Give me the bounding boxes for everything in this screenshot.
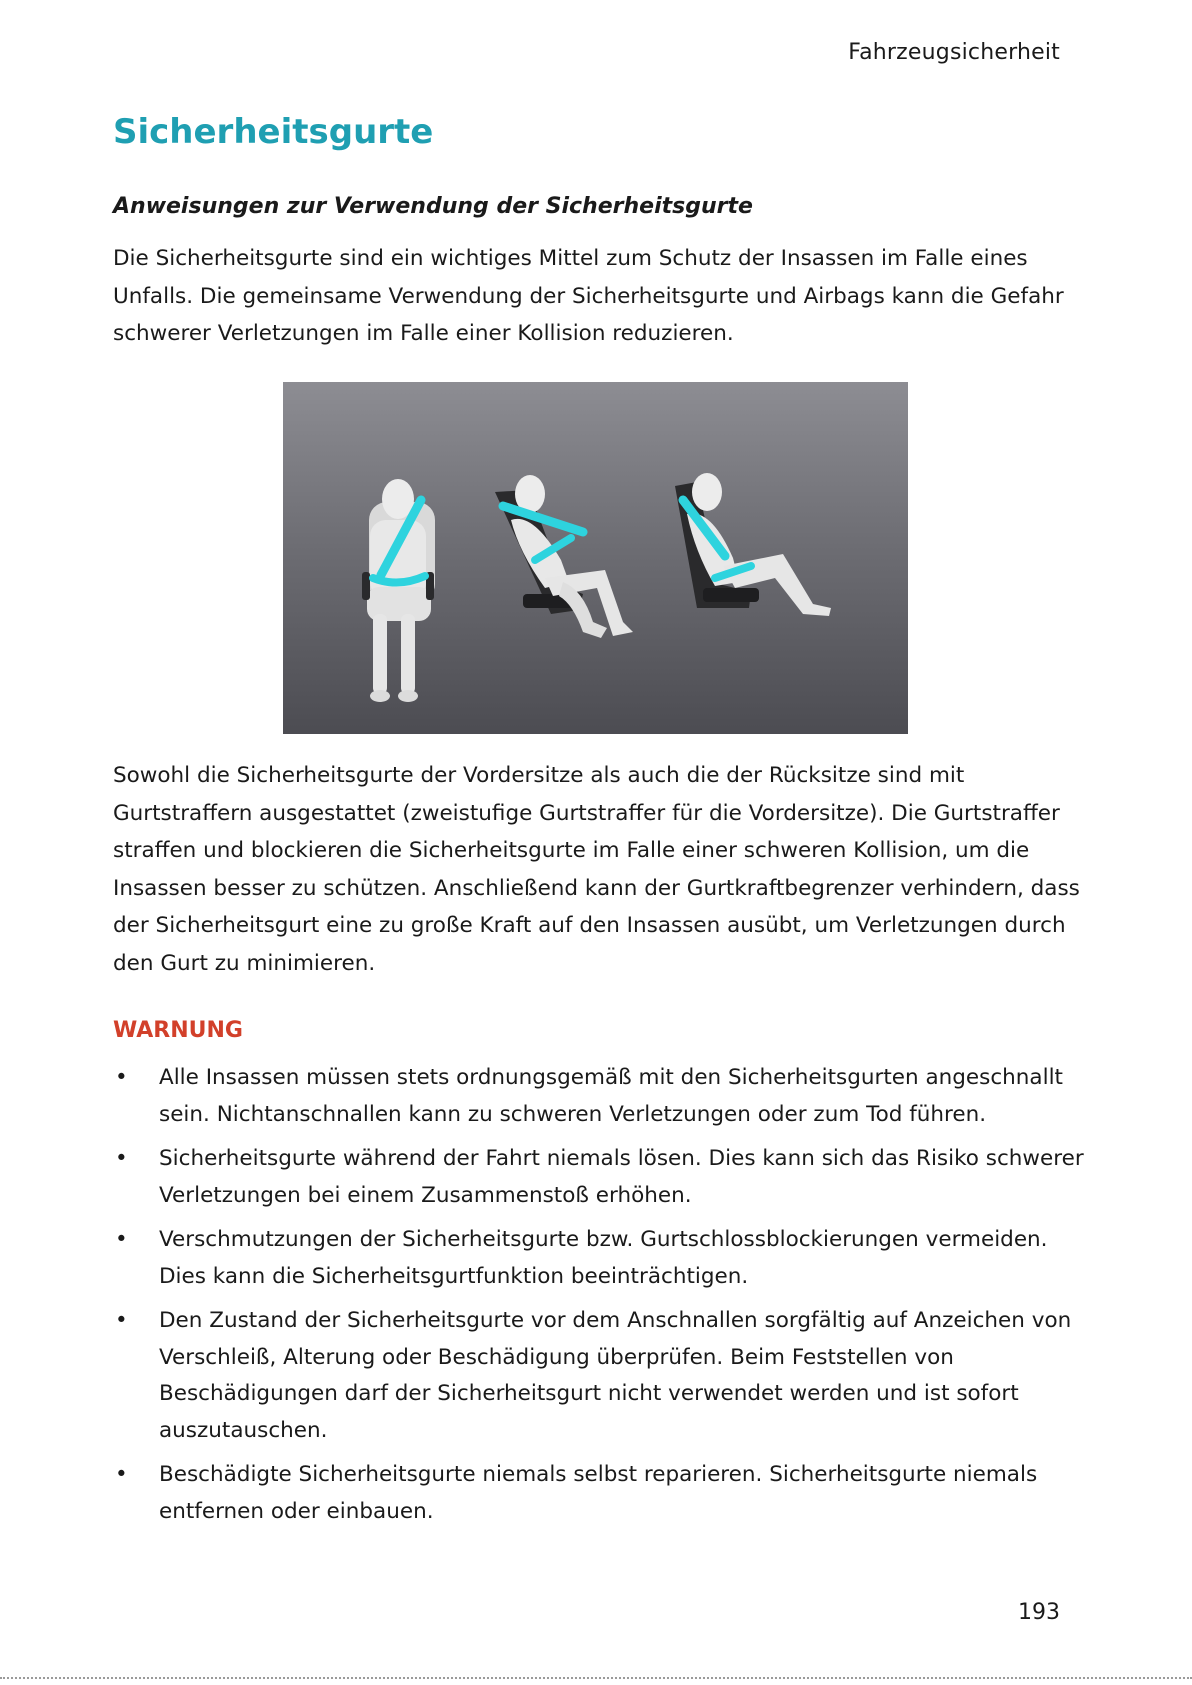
bullet-icon: • bbox=[115, 1065, 128, 1090]
warning-item-text: Den Zustand der Sicherheitsgurte vor dem Anschnallen sorgfältig auf Anzeichen von Verschleiß, Alterung oder Beschädigung überprüfen. Beim Feststellen von Beschädigungen darf der Sicherheitsgurt nicht verwendet werden und ist sofort auszutauschen. bbox=[159, 1308, 1072, 1443]
intro-paragraph: Die Sicherheitsgurte sind ein wichtiges Mittel zum Schutz der Insassen im Falle eines Unfalls. Die gemeinsame Verwendung der Sicherheitsgurte und Airbags kann die Gefahr schwerer Verletzungen im Falle einer Kollision reduzieren. bbox=[113, 246, 1064, 346]
bullet-icon: • bbox=[115, 1462, 128, 1487]
warning-item-text: Beschädigte Sicherheitsgurte niemals selbst reparieren. Sicherheitsgurte niemals entfernen oder einbauen. bbox=[159, 1462, 1038, 1524]
warning-item bbox=[113, 1303, 1093, 1449]
warning-item-text: Alle Insassen müssen stets ordnungsgemäß mit den Sicherheitsgurten angeschnallt sein. Nichtanschnallen kann zu schweren Verletzungen oder zum Tod führen. bbox=[159, 1065, 1063, 1127]
running-header: Fahrzeugsicherheit bbox=[848, 40, 1060, 65]
occupant-reclined-view bbox=[495, 475, 633, 638]
warning-item bbox=[113, 1141, 1093, 1214]
page-title: Sicherheitsgurte bbox=[113, 112, 434, 152]
section-subtitle: Anweisungen zur Verwendung der Sicherheitsgurte bbox=[113, 194, 753, 219]
page-number: 193 bbox=[1018, 1600, 1060, 1625]
occupant-upright-view bbox=[675, 473, 831, 616]
bullet-icon: • bbox=[115, 1146, 128, 1171]
bullet-icon: • bbox=[115, 1227, 128, 1252]
warning-item bbox=[113, 1457, 1093, 1530]
warning-label: WARNUNG bbox=[113, 1018, 243, 1043]
footer-divider bbox=[0, 1677, 1192, 1679]
warning-item-text: Verschmutzungen der Sicherheitsgurte bzw. Gurtschlossblockierungen vermeiden. Dies kann die Sicherheitsgurtfunktion beeinträchtigen. bbox=[159, 1227, 1048, 1289]
bullet-icon: • bbox=[115, 1308, 128, 1333]
warning-item bbox=[113, 1060, 1093, 1133]
warning-list bbox=[113, 1060, 1093, 1538]
pretensioner-paragraph: Sowohl die Sicherheitsgurte der Vordersitze als auch die der Rücksitze sind mit Gurtstraffern ausgestattet (zweistufige Gurtstraffer für die Vordersitze). Die Gurtstraffer straffen und blockieren die Sicherheitsgurte im Falle einer schweren Kollision, um die Insassen besser zu schützen. Anschließend kann der Gurtkraftbegrenzer verhindern, dass der Sicherheitsgurt eine zu große Kraft auf den Insassen ausübt, um Verletzungen durch den Gurt zu minimieren. bbox=[113, 763, 1080, 976]
warning-item-text: Sicherheitsgurte während der Fahrt niemals lösen. Dies kann sich das Risiko schwerer Verletzungen bei einem Zusammenstoß erhöhen. bbox=[159, 1146, 1084, 1208]
seatbelt-occupants-illustration bbox=[283, 382, 908, 734]
warning-item bbox=[113, 1222, 1093, 1295]
occupant-front-view bbox=[362, 479, 435, 702]
seatbelt-figure bbox=[283, 382, 908, 734]
